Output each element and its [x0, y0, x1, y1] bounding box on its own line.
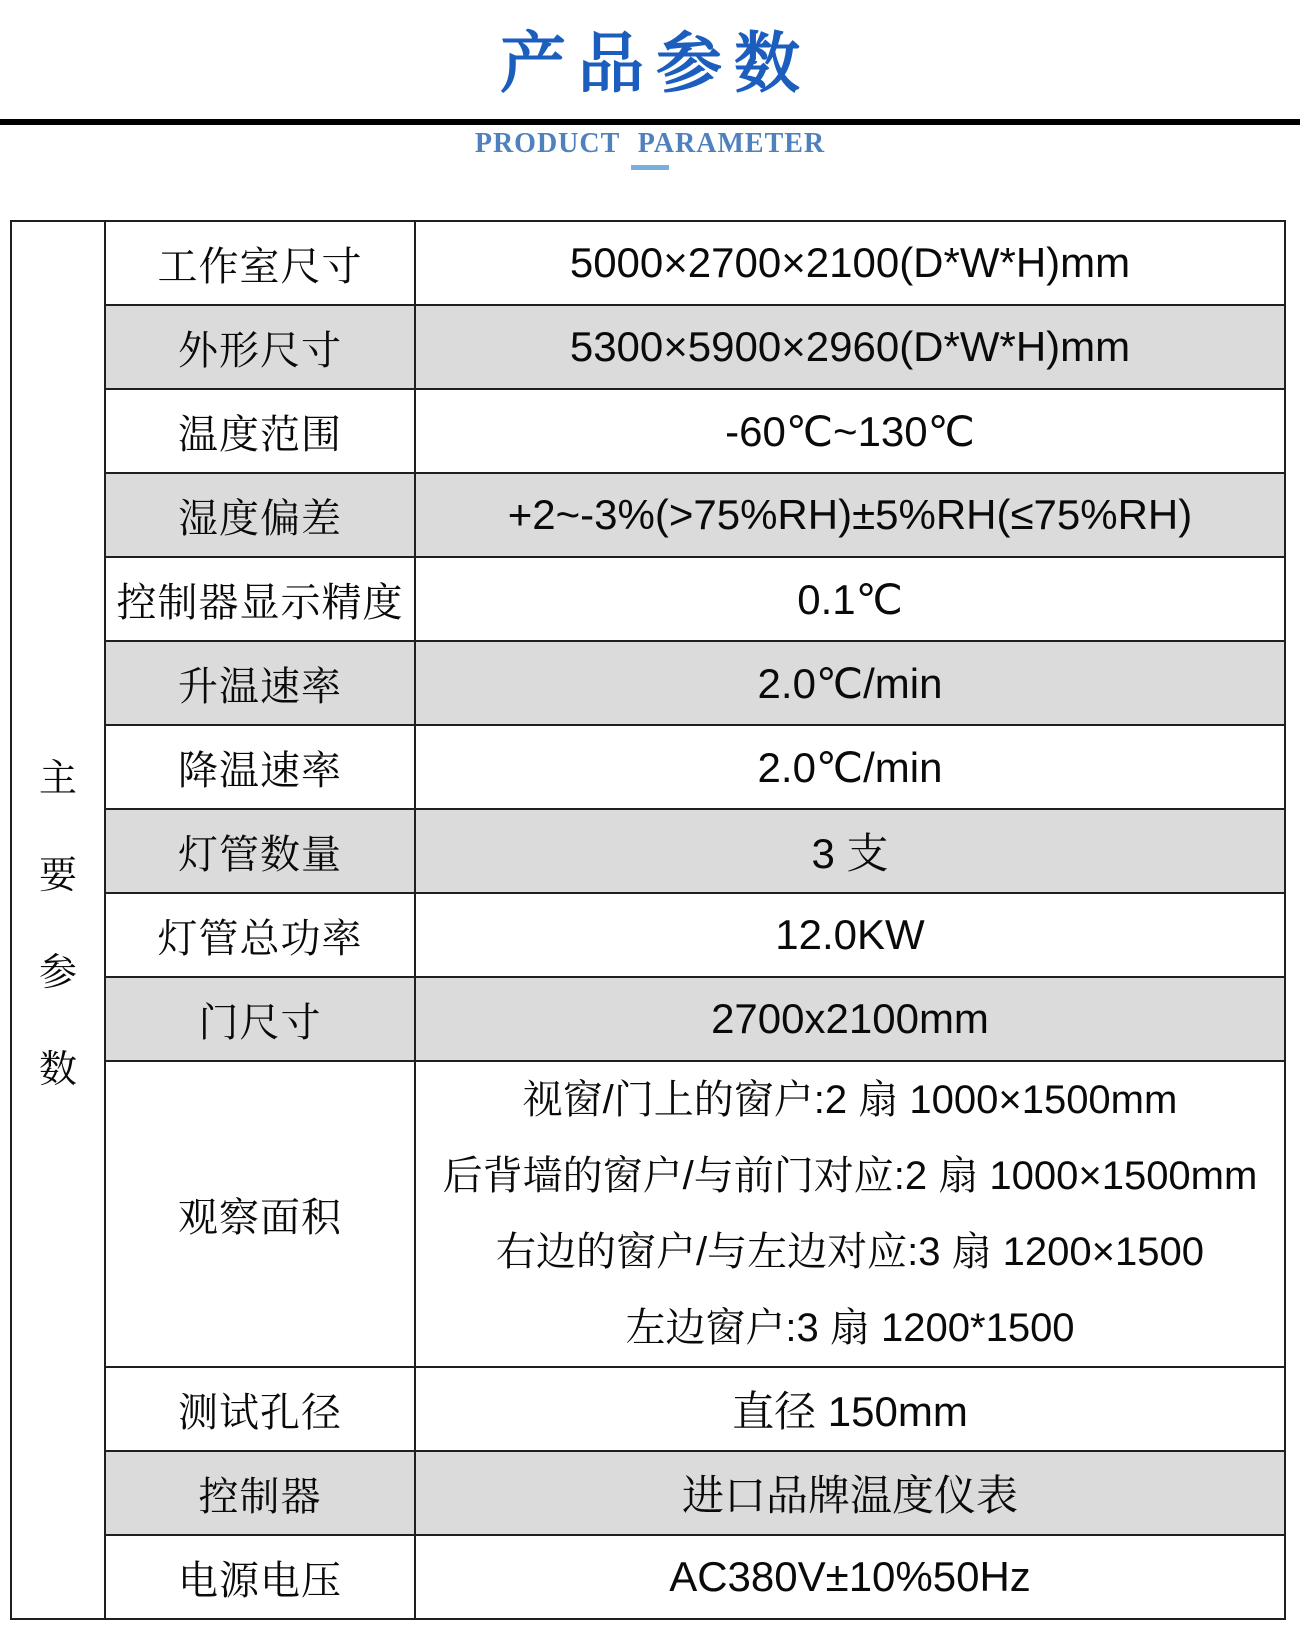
- group-char: 参: [38, 952, 77, 994]
- param-label: 工作室尺寸: [105, 221, 415, 305]
- table-row: [11, 809, 1285, 893]
- param-label: 测试孔径: [105, 1367, 415, 1451]
- param-value: 直径 150mm: [415, 1367, 1285, 1451]
- table-row: [11, 557, 1285, 641]
- param-value: 5300×5900×2960(D*W*H)mm: [415, 305, 1285, 389]
- param-label: 门尺寸: [105, 977, 415, 1061]
- group-label-vertical: [12, 747, 104, 1093]
- param-label: 灯管数量: [105, 809, 415, 893]
- param-value: 5000×2700×2100(D*W*H)mm: [415, 221, 1285, 305]
- table-row: [11, 725, 1285, 809]
- param-value: 3 支: [415, 809, 1285, 893]
- param-label: 外形尺寸: [105, 305, 415, 389]
- param-value: 2.0℃/min: [415, 725, 1285, 809]
- param-value: +2~-3%(>75%RH)±5%RH(≤75%RH): [415, 473, 1285, 557]
- param-value: -60℃~130℃: [415, 389, 1285, 473]
- param-value-line: 后背墙的窗户/与前门对应:2 扇 1000×1500mm: [442, 1154, 1258, 1198]
- subtitle-underline: [631, 165, 669, 170]
- table-row: [11, 1061, 1285, 1367]
- param-value: AC380V±10%50Hz: [415, 1535, 1285, 1619]
- param-label: 升温速率: [105, 641, 415, 725]
- param-value-line: 左边窗户:3 扇 1200*1500: [625, 1306, 1075, 1350]
- param-value-line: 右边的窗户/与左边对应:3 扇 1200×1500: [495, 1230, 1205, 1274]
- page-title: 产品参数: [500, 26, 812, 100]
- table-row: [11, 641, 1285, 725]
- spec-table: [10, 220, 1286, 1620]
- table-row: [11, 473, 1285, 557]
- param-value-line: 视窗/门上的窗户:2 扇 1000×1500mm: [522, 1078, 1178, 1122]
- param-label: 温度范围: [105, 389, 415, 473]
- table-row: [11, 389, 1285, 473]
- param-label: 控制器显示精度: [105, 557, 415, 641]
- group-char: 数: [38, 1049, 77, 1091]
- param-label: 电源电压: [105, 1535, 415, 1619]
- group-char: 主: [38, 758, 77, 800]
- param-value: 2700x2100mm: [415, 977, 1285, 1061]
- param-value-multiline: [415, 1061, 1285, 1367]
- row-group-header: [11, 221, 105, 1619]
- header-divider: [0, 119, 1300, 125]
- param-value: 12.0KW: [415, 893, 1285, 977]
- param-label: 灯管总功率: [105, 893, 415, 977]
- table-row: [11, 1451, 1285, 1535]
- param-value: 2.0℃/min: [415, 641, 1285, 725]
- param-label: 观察面积: [105, 1061, 415, 1367]
- table-row: [11, 893, 1285, 977]
- param-label: 湿度偏差: [105, 473, 415, 557]
- table-row: [11, 221, 1285, 305]
- table-row: [11, 1367, 1285, 1451]
- table-row: [11, 305, 1285, 389]
- table-row: [11, 977, 1285, 1061]
- group-char: 要: [38, 855, 77, 897]
- page-header: [0, 0, 1300, 170]
- param-label: 控制器: [105, 1451, 415, 1535]
- param-label: 降温速率: [105, 725, 415, 809]
- param-value: 0.1℃: [415, 557, 1285, 641]
- page-subtitle: PRODUCT PARAMETER: [474, 128, 826, 159]
- table-row: [11, 1535, 1285, 1619]
- param-value: 进口品牌温度仪表: [415, 1451, 1285, 1535]
